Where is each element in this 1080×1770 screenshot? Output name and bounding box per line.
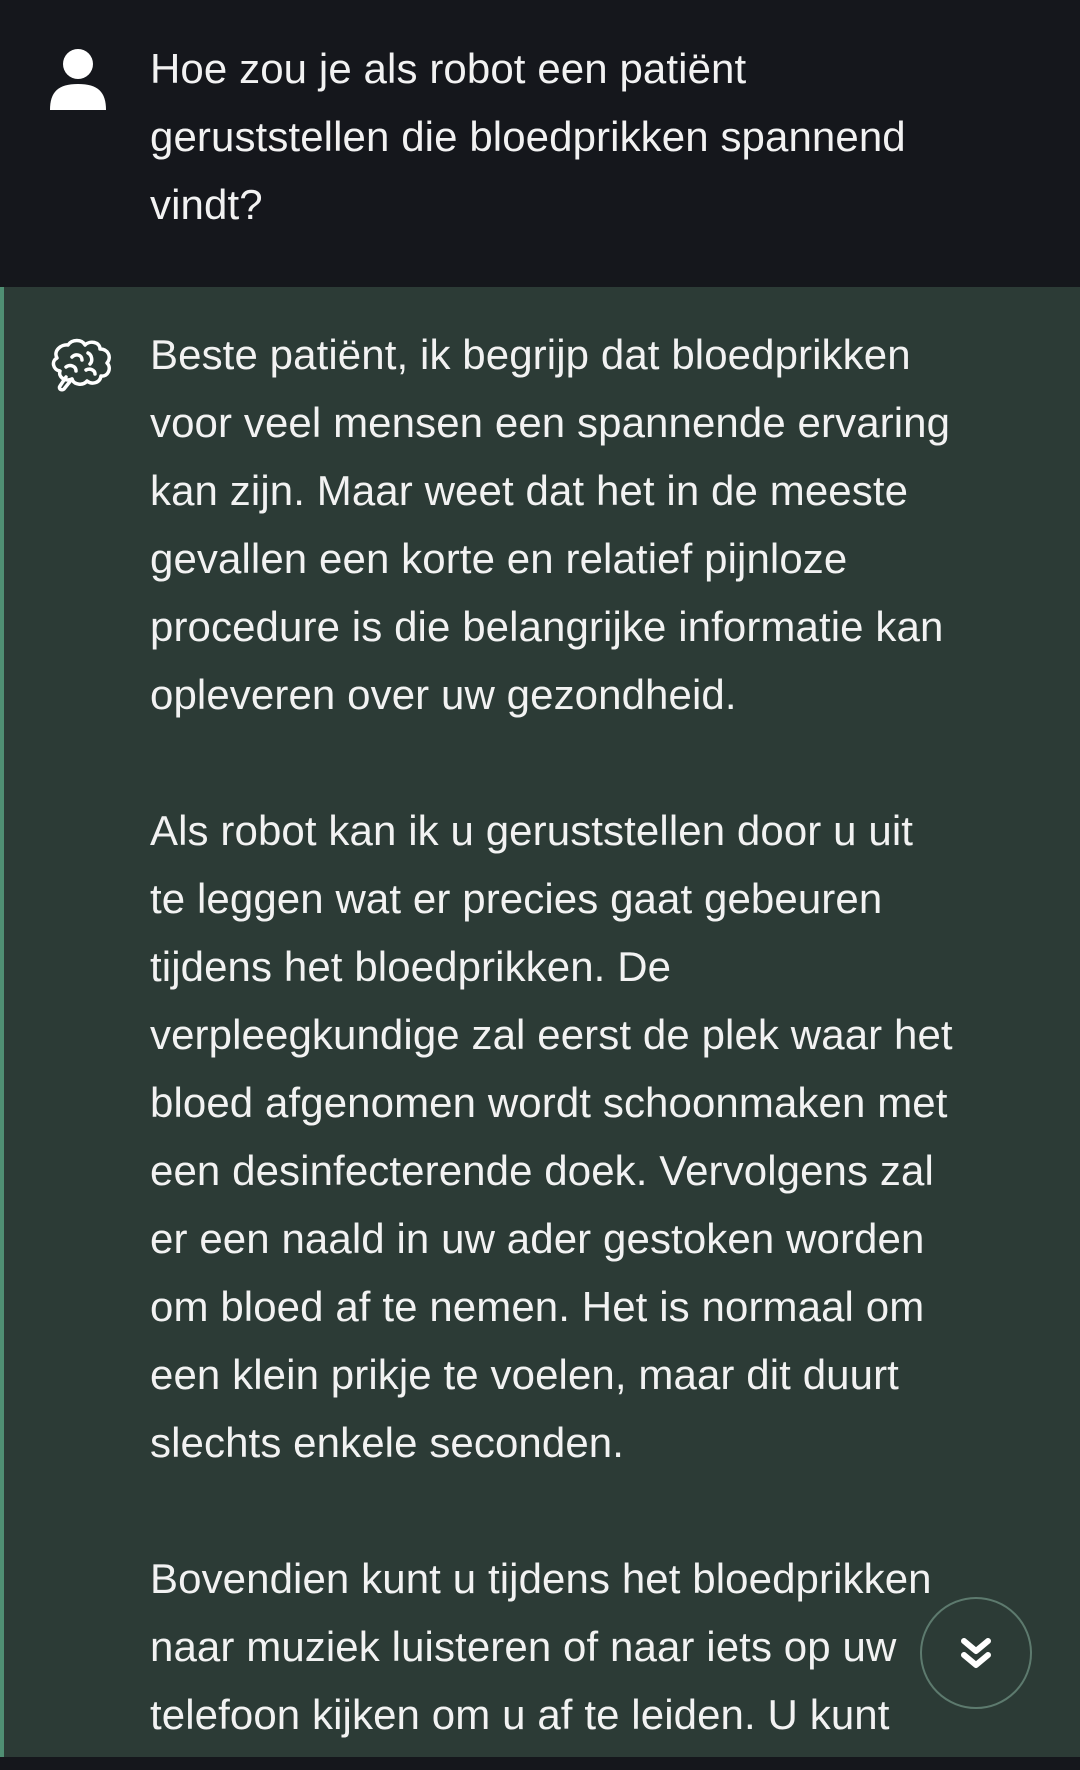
assistant-paragraph: Beste patiënt, ik begrijp dat bloedprikken voor veel mensen een spannende ervaring kan zijn. Maar weet dat het in de meeste gevallen een korte en relatief pijnloze procedure is die belangrijke informatie kan opleveren over uw gezondheid. <box>150 331 951 718</box>
assistant-accent-bar <box>0 287 4 1757</box>
assistant-paragraph: Bovendien kunt u tijdens het bloedprikken naar muziek luisteren of naar iets op uw telefoon kijken om u af te leiden. U kunt <box>150 1555 932 1738</box>
brain-icon <box>48 337 114 393</box>
assistant-message <box>0 287 1080 1757</box>
bottom-bar <box>0 1757 1080 1770</box>
assistant-message-text <box>150 287 1060 1757</box>
person-icon <box>48 48 108 110</box>
scroll-to-bottom-button[interactable] <box>920 1597 1032 1709</box>
user-message-text: Hoe zou je als robot een patiënt geruststellen die bloedprikken spannend vindt? <box>150 45 906 228</box>
double-chevron-down-icon <box>956 1633 996 1673</box>
user-message <box>0 0 1080 287</box>
assistant-paragraph: Als robot kan ik u geruststellen door u uit te leggen wat er precies gaat gebeuren tijdens het bloedprikken. De verpleegkundige zal eerst de plek waar het bloed afgenomen wordt schoonmaken met een desinfecterende doek. Vervolgens zal er een naald in uw ader gestoken worden om bloed af te nemen. Het is normaal om een klein prikje te voelen, maar dit duurt slechts enkele seconden. <box>150 807 953 1466</box>
